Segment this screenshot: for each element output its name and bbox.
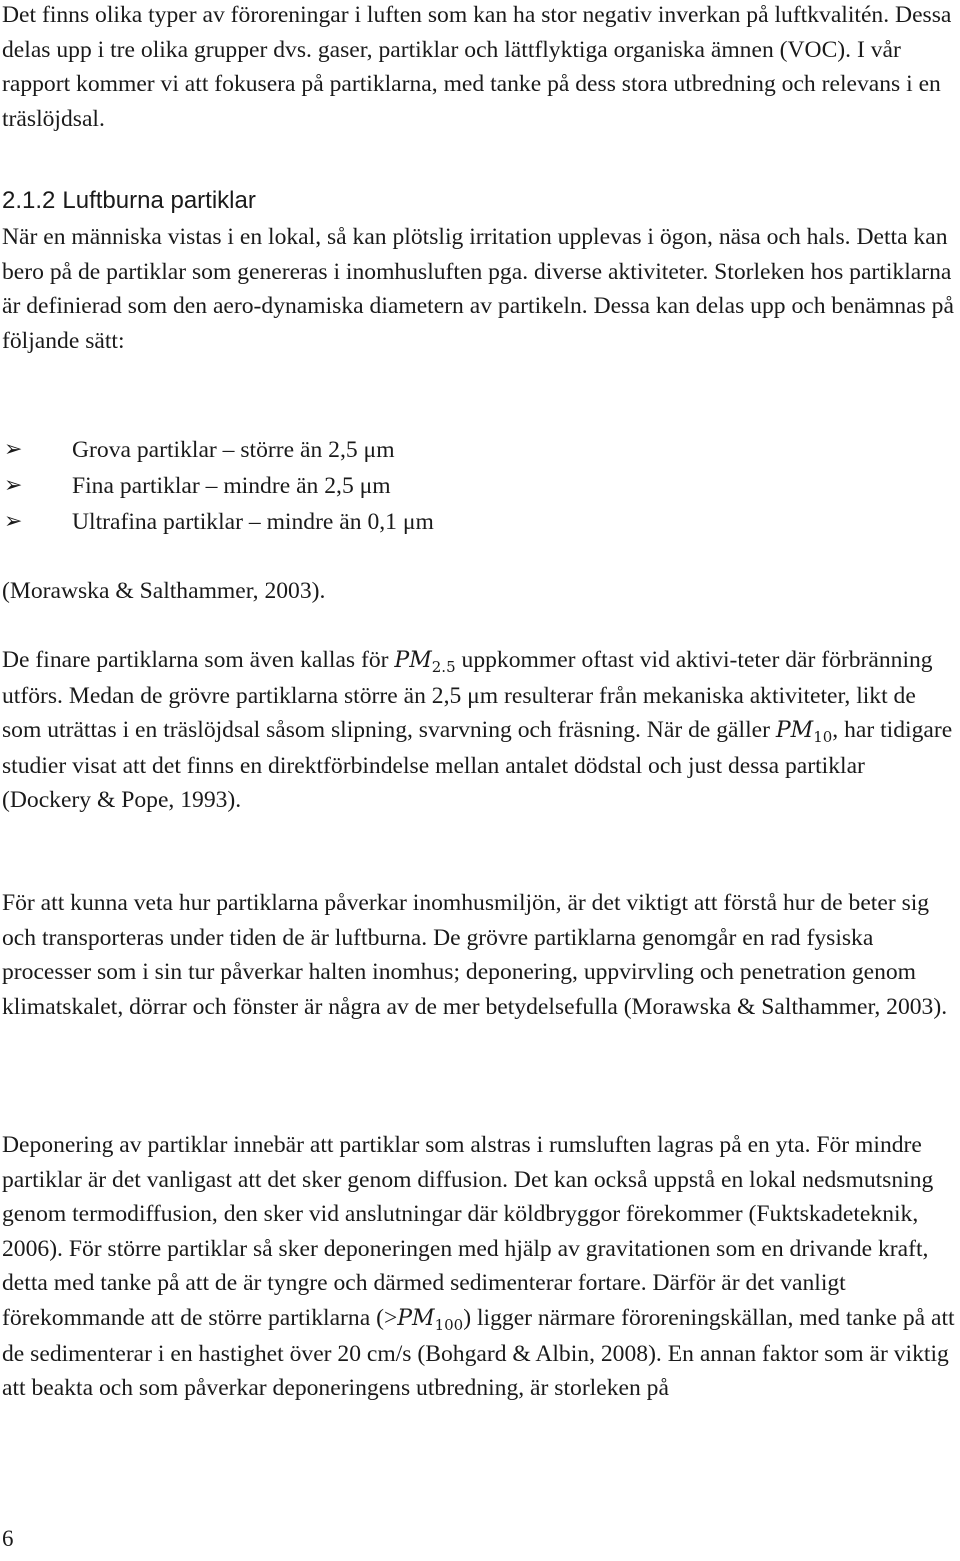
list-item: ➢ Grova partiklar – större än 2,5 μm [4,432,434,468]
section-number: 2.1.2 [2,187,56,214]
particle-size-list [4,432,434,540]
intro-paragraph: Det finns olika typer av föroreningar i luften som kan ha stor negativ inverkan på luftkvalitén. Dessa delas upp i tre olika grupper dvs. gaser, partiklar och lättflyktiga organiska ämnen (VOC). I vår rapport kommer vi att fokusera på partiklarna, med tanke på dess stora utbredning och relevans i en träslöjdsal. [2,2,952,132]
pm10-formula: $PM_{10}$ [775,718,833,747]
pm100-formula: $PM_{100}$ [397,1305,464,1334]
citation: (Morawska & Salthammer, 2003). [2,578,326,604]
list-item: ➢ Fina partiklar – mindre än 2,5 μm [4,468,434,504]
paragraph-pm: De finare partiklarna som även kallas för $PM_{2.5}$ uppkommer oftast vid aktivi-teter där förbränning utförs. Medan de grövre partiklarna större än 2,5 μm resulterar från mekaniska aktiviteter, likt de som uträttas i en träslöjdsal såsom slipning, svarvning och fräsning. När de gäller $PM_{10}$, har tidigare studier visat att det finns en direktförbindelse mellan antalet dödstal och just dessa partiklar (Dockery & Pope, 1993). [2,647,953,814]
pm25-formula: $PM_{2.5}$ [394,648,456,676]
arrow-bullet-icon: ➢ [4,437,23,462]
arrow-bullet-icon: ➢ [4,509,23,534]
section-heading [2,184,256,218]
paragraph-irritation: När en människa vistas i en lokal, så kan plötslig irritation upplevas i ögon, näsa och hals. Detta kan bero på de partiklar som genereras i inomhusluften pga. diverse aktiviteter. Storleken hos partiklarna är definierad som den aero-dynamiska diametern av partikeln. Dessa kan delas upp och benämnas på följande sätt: [2,224,954,354]
section-title: Luftburna partiklar [62,187,256,214]
list-item: ➢ Ultrafina partiklar – mindre än 0,1 μm [4,504,434,540]
page-number: 6 [2,1526,14,1551]
paragraph-deposition: Deponering av partiklar innebär att partiklar som alstras i rumsluften lagras på en yta. För mindre partiklar är det vanligast att det sker genom diffusion. Det kan också uppstå en lokal nedsmutsning genom termodiffusion, den sker vid anslutningar där köldbryggor förekommer (Fuktskadeteknik, 2006). För större partiklar så sker deponeringen med hjälp av gravitationen som en drivande kraft, detta med tanke på att de är tyngre och därmed sedimenterar fortare. Därför är det vanligt förekommande att de större partiklarna $(>PM_{100})$ ligger närmare föroreningskällan, med tanke på att de sedimenterar i en hastighet över 20 cm/s (Bohgard & Albin, 2008). En annan faktor som är viktig att beakta och som påverkar deponeringens utbredning, är storleken på [2,1132,955,1402]
arrow-bullet-icon: ➢ [4,473,23,498]
paragraph-transport: För att kunna veta hur partiklarna påverkar inomhusmiljön, är det viktigt att förstå hur de beter sig och transporteras under tiden de är luftburna. De grövre partiklarna genomgår en rad fysiska processer som i sin tur påverkar halten inomhus; deponering, uppvirvling och penetration genom klimatskalet, dörrar och fönster är några av de mer betydelsefulla (Morawska & Salthammer, 2003). [2,890,948,1020]
